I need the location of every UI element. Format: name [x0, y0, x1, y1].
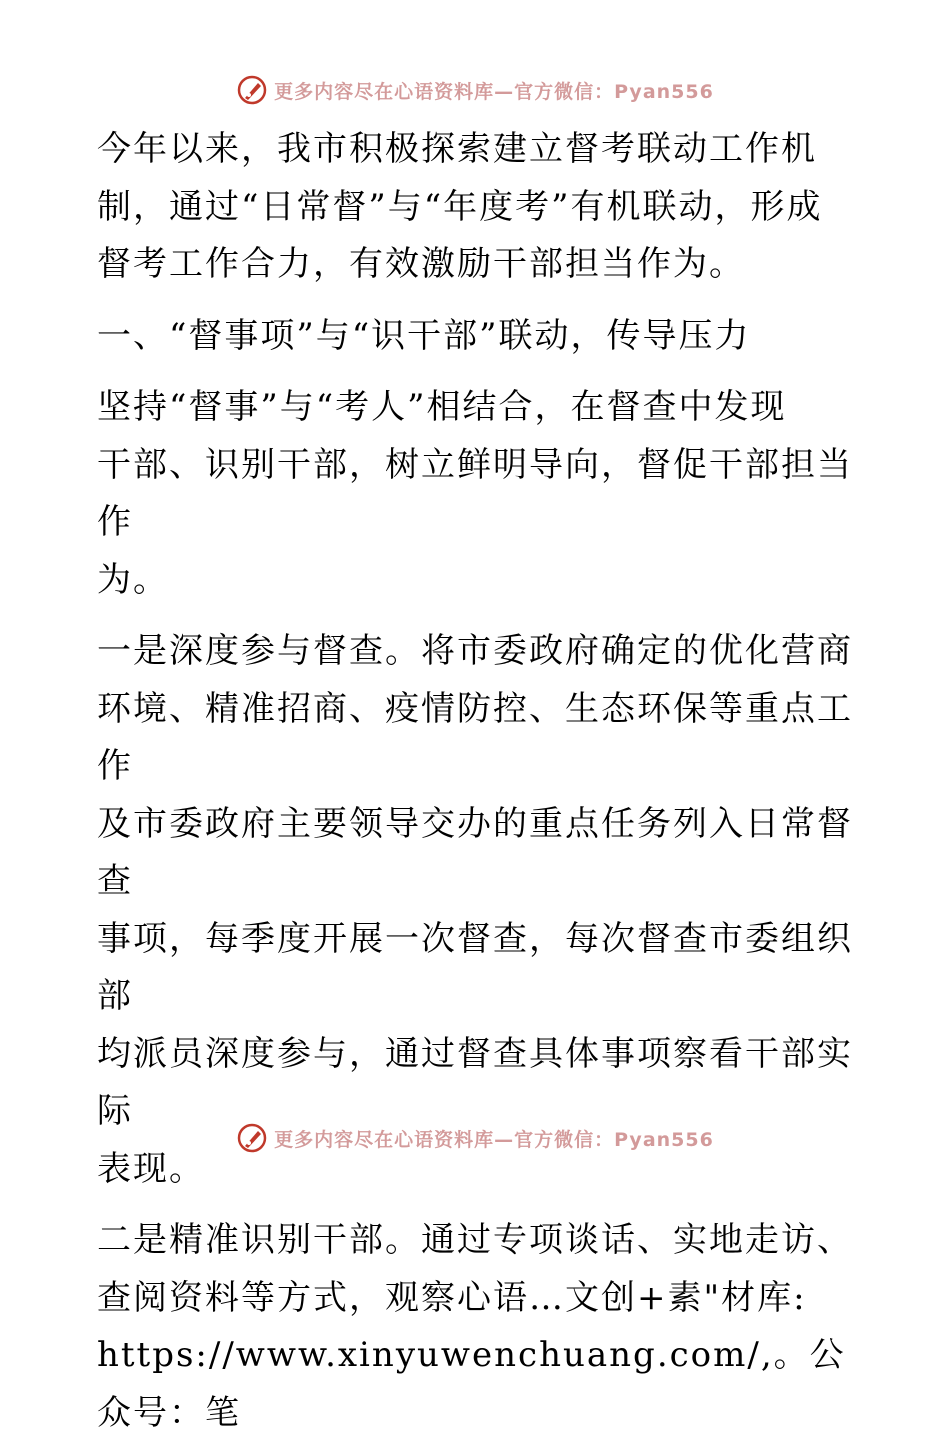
pen-logo-icon [236, 74, 268, 106]
section-summary-paragraph: 坚持“督事”与“考人”相结合，在督查中发现 干部、识别干部，树立鲜明导向，督促干部担当作 为。 [97, 387, 853, 600]
watermark-text: 更多内容尽在心语资料库—官方微信：Pyan556 [274, 80, 714, 103]
footer-watermark [0, 1118, 950, 1158]
point-two-paragraph: 二是精准识别干部。通过专项谈话、实地走访、 查阅资料等方式，观察心语…文创+素"材库: https://www.xinyuwenchuang.com/,。公众号：笔 [97, 1220, 853, 1433]
header-watermark [0, 70, 950, 110]
pen-logo-icon [236, 1122, 268, 1154]
document-body [97, 121, 857, 1442]
intro-paragraph: 今年以来，我市积极探索建立督考联动工作机 制，通过“日常督”与“年度考”有机联动，形成 督考工作合力，有效激励干部担当作为。 [97, 129, 823, 284]
section-heading: 一、“督事项”与“识干部”联动，传导压力 [97, 315, 751, 356]
point-one-paragraph: 一是深度参与督查。将市委政府确定的优化营商 环境、精准招商、疫情防控、生态环保等重点工作 及市委政府主要领导交办的重点任务列入日常督查 事项，每季度开展一次督查，每次督查市委组织部 均派员深度参与，通过督查具体事项察看干部实际 表现。 [97, 631, 853, 1189]
watermark-text: 更多内容尽在心语资料库—官方微信：Pyan556 [274, 1128, 714, 1151]
